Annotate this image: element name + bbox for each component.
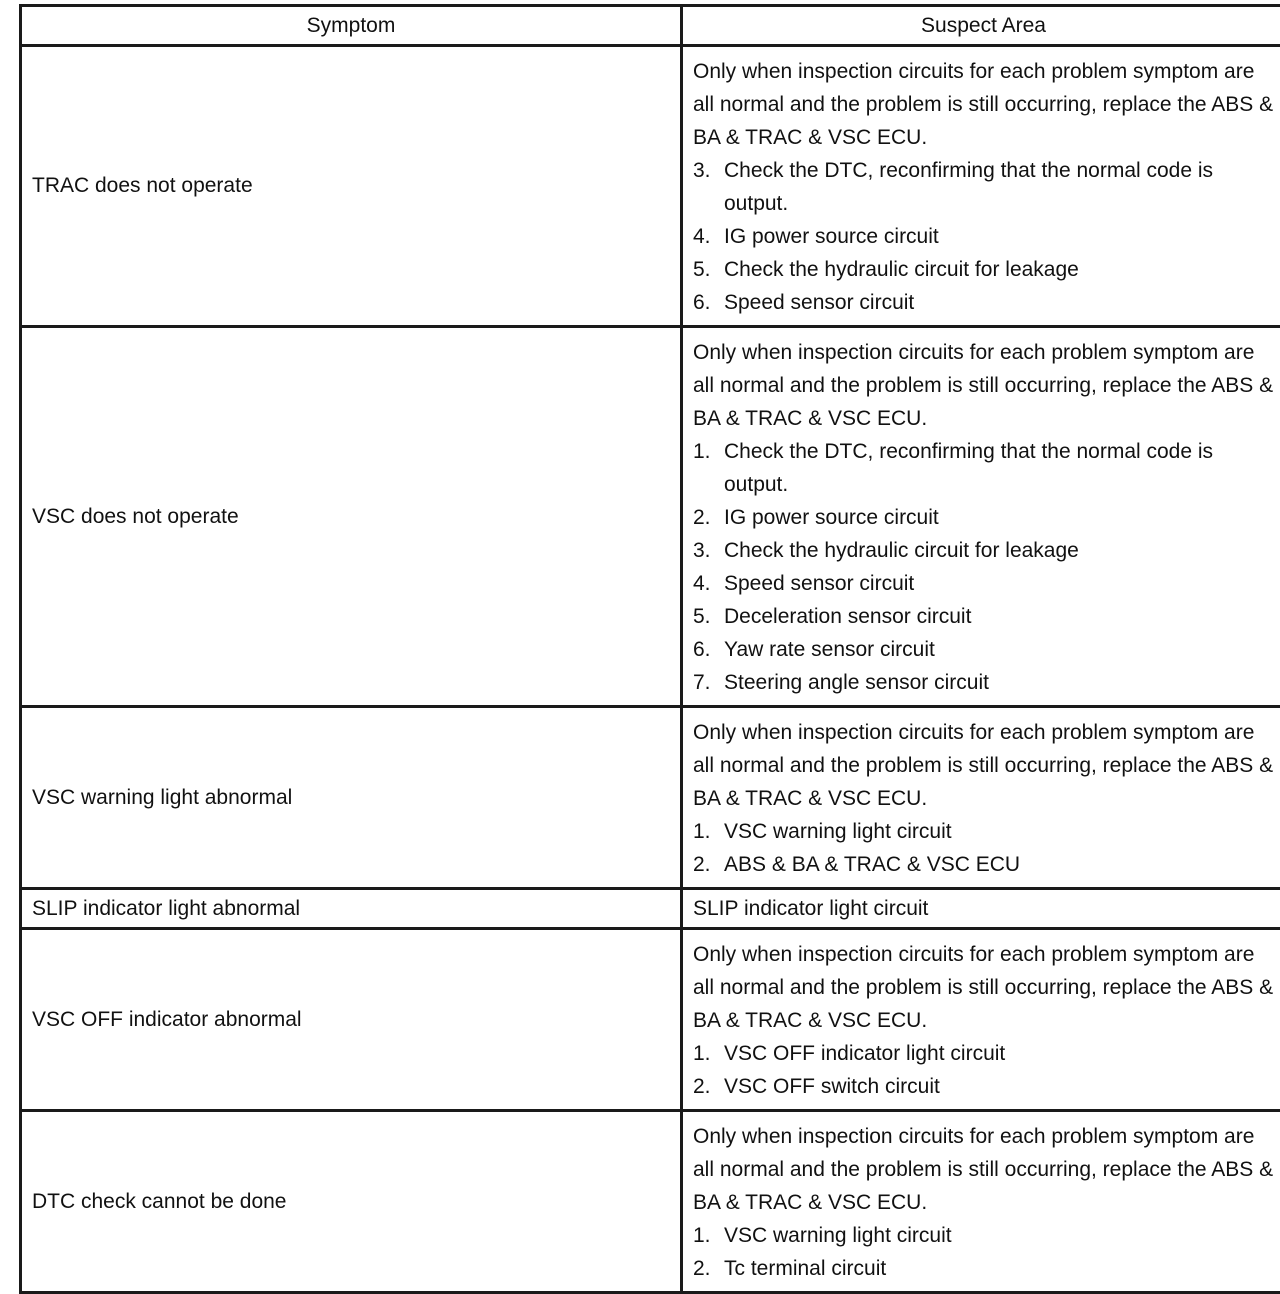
item-text: Deceleration sensor circuit	[724, 600, 1278, 633]
suspect-area-item	[693, 286, 1278, 319]
item-text: Speed sensor circuit	[724, 567, 1278, 600]
table-row	[21, 46, 1280, 327]
suspect-area-cell	[682, 1111, 1280, 1293]
suspect-area-cell	[682, 707, 1280, 889]
table-row	[21, 929, 1280, 1111]
item-number: 2.	[693, 1252, 724, 1285]
suspect-area-item	[693, 220, 1278, 253]
item-number: 1.	[693, 815, 724, 848]
item-text: VSC warning light circuit	[724, 1219, 1278, 1252]
suspect-area-item	[693, 1037, 1278, 1070]
suspect-area-item	[693, 567, 1278, 600]
suspect-area-item	[693, 253, 1278, 286]
item-number: 1.	[693, 1037, 724, 1070]
symptom-cell: DTC check cannot be done	[21, 1111, 682, 1293]
item-text: Yaw rate sensor circuit	[724, 633, 1278, 666]
item-text: IG power source circuit	[724, 501, 1278, 534]
item-number: 5.	[693, 253, 724, 286]
symptom-cell: TRAC does not operate	[21, 46, 682, 327]
suspect-area-item	[693, 154, 1278, 220]
suspect-area-note: Only when inspection circuits for each problem symptom are all normal and the problem is still occurring, replace the ABS & BA & TRAC & VSC ECU.	[693, 716, 1278, 815]
item-text: IG power source circuit	[724, 220, 1278, 253]
suspect-area-item	[693, 501, 1278, 534]
item-text: VSC OFF switch circuit	[724, 1070, 1278, 1103]
suspect-area-note: Only when inspection circuits for each problem symptom are all normal and the problem is still occurring, replace the ABS & BA & TRAC & VSC ECU.	[693, 336, 1278, 435]
symptom-cell: VSC does not operate	[21, 327, 682, 707]
header-symptom: Symptom	[21, 6, 682, 46]
item-number: 3.	[693, 154, 724, 220]
suspect-area-cell	[682, 46, 1280, 327]
suspect-area-item	[693, 1219, 1278, 1252]
item-number: 7.	[693, 666, 724, 699]
suspect-area-item	[693, 1252, 1278, 1285]
item-number: 2.	[693, 848, 724, 881]
suspect-area-item	[693, 666, 1278, 699]
item-text: ABS & BA & TRAC & VSC ECU	[724, 848, 1278, 881]
item-text: Steering angle sensor circuit	[724, 666, 1278, 699]
suspect-area-item	[693, 633, 1278, 666]
suspect-area-cell	[682, 929, 1280, 1111]
item-text: Check the hydraulic circuit for leakage	[724, 253, 1278, 286]
item-text: Tc terminal circuit	[724, 1252, 1278, 1285]
suspect-area-item	[693, 600, 1278, 633]
item-text: Speed sensor circuit	[724, 286, 1278, 319]
item-text: VSC warning light circuit	[724, 815, 1278, 848]
table-row	[21, 1111, 1280, 1293]
suspect-area-text: SLIP indicator light circuit	[693, 892, 1278, 925]
item-text: Check the hydraulic circuit for leakage	[724, 534, 1278, 567]
suspect-area-note: Only when inspection circuits for each problem symptom are all normal and the problem is still occurring, replace the ABS & BA & TRAC & VSC ECU.	[693, 55, 1278, 154]
item-number: 4.	[693, 220, 724, 253]
symptom-table	[19, 4, 1280, 1294]
table-row	[21, 707, 1280, 889]
suspect-area-item	[693, 435, 1278, 501]
item-text: VSC OFF indicator light circuit	[724, 1037, 1278, 1070]
item-text: Check the DTC, reconfirming that the normal code is output.	[724, 154, 1278, 220]
item-number: 2.	[693, 1070, 724, 1103]
suspect-area-cell	[682, 327, 1280, 707]
table-row	[21, 327, 1280, 707]
table-body	[21, 46, 1280, 1293]
symptom-cell: VSC OFF indicator abnormal	[21, 929, 682, 1111]
item-text: Check the DTC, reconfirming that the normal code is output.	[724, 435, 1278, 501]
suspect-area-item	[693, 1070, 1278, 1103]
item-number: 3.	[693, 534, 724, 567]
suspect-area-item	[693, 534, 1278, 567]
item-number: 6.	[693, 286, 724, 319]
item-number: 6.	[693, 633, 724, 666]
suspect-area-note: Only when inspection circuits for each problem symptom are all normal and the problem is still occurring, replace the ABS & BA & TRAC & VSC ECU.	[693, 938, 1278, 1037]
suspect-area-cell	[682, 889, 1280, 929]
item-number: 1.	[693, 435, 724, 501]
symptom-cell: SLIP indicator light abnormal	[21, 889, 682, 929]
item-number: 4.	[693, 567, 724, 600]
item-number: 1.	[693, 1219, 724, 1252]
symptom-cell: VSC warning light abnormal	[21, 707, 682, 889]
table-row	[21, 889, 1280, 929]
table-header-row	[21, 6, 1280, 46]
item-number: 5.	[693, 600, 724, 633]
suspect-area-note: Only when inspection circuits for each problem symptom are all normal and the problem is still occurring, replace the ABS & BA & TRAC & VSC ECU.	[693, 1120, 1278, 1219]
suspect-area-item	[693, 815, 1278, 848]
header-suspect-area: Suspect Area	[682, 6, 1280, 46]
item-number: 2.	[693, 501, 724, 534]
suspect-area-item	[693, 848, 1278, 881]
